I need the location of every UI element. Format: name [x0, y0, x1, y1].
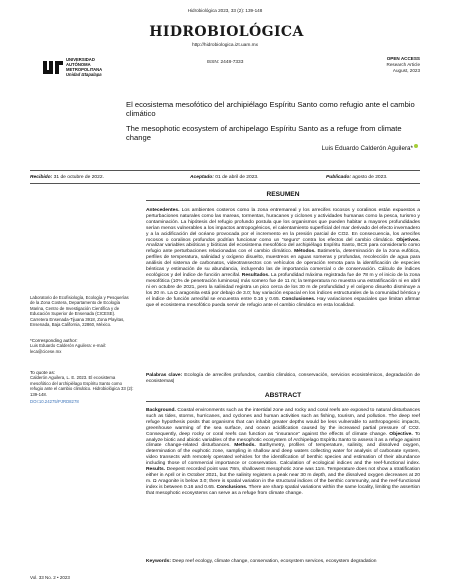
published-label: Publicado: — [326, 175, 351, 180]
journal-issn: ISSN: 2448-7333 — [206, 60, 244, 65]
citation-line: Hidrobiológica 2023, 33 (2): 139-148 — [187, 8, 263, 13]
abstract-background-text: Coastal environments such as the intertidal zone and rocky and coral reefs are exposed to natural disturbances such as tides, storms, hurricanes, and cyclones and human activities such as fishing, tourism, and pollution. The deep reef refuge hypothesis posits that organisms that can inhabit greater depths would be less vulnerable to anthropogenic impacts, greenhouse warming of the sea surface, and ocean acidification caused by the increased partial pressure of CO2. Consequently, deep rocky or coral reefs can function as “insurance” against the effects of climate change. — [146, 408, 420, 437]
abstract-body — [146, 408, 420, 497]
accepted-date — [190, 175, 259, 180]
keywords-label: Keywords: — [146, 559, 172, 564]
abstract-methods-text: Bathymetry, profiles of temperature, salinity, and dissolved oxygen, determination of the euphotic zone, sampling in shallow and deep waters collecting water for analysis of carbonate system, video transects with remotely operated vehicles for the identification of benthic species and estimation of their abundance including those of commercial importance or conservation. Calculation of ecological indices and the reef-functional index. — [146, 443, 420, 467]
keywords — [146, 559, 420, 565]
received-date — [30, 175, 104, 180]
corresponding-author — [30, 338, 134, 354]
abstract-divider — [146, 401, 420, 402]
abstract-results-label: Results. — [146, 467, 166, 473]
university-line-2: AUTÓNOMA — [66, 62, 91, 68]
received-label: Recibido: — [30, 175, 53, 180]
cite-text: Calderón Aguilera, L. E. 2023. El ecosistema mesofótico del archipiélago Espíritu Santo como refugio ante el cambio climático. Hidrobiológica 33 (2): 139-148. — [30, 375, 134, 397]
author-line — [300, 144, 418, 152]
abstract-methods-label: Methods. — [234, 443, 256, 449]
footer-volume: Vol. 33 No. 2 • 2023 — [30, 575, 70, 580]
published-value: agosto de 2023. — [352, 175, 388, 180]
citation-suggestion — [30, 370, 134, 404]
university-line-3: METROPOLITANA — [66, 67, 103, 73]
accepted-label: Aceptado: — [190, 175, 214, 180]
resumen-body — [146, 208, 420, 308]
resumen-results-label: Resultados. — [241, 272, 270, 278]
resumen-background-label: Antecedentes. — [146, 208, 180, 213]
resumen-results-text: La profundidad máxima registrada fue de 78 m y el inicio de la zona mesofótica (10% de penetración luminosa) más somero fue de 11 m; la temperatura no muestra una estratificación ni en abril ni en octubre de 2021, pero la salinidad registra un pico cerca de los 30 m de profundidad y el oxígeno disuelto disminuye a los 20 m. La Ω aragonita está por debajo de 3.0; hay variación espacial en los índices estructurales de la comunidad béntica y el índice de función arrecifal se encuentra entre 0.16 y 0.65. — [146, 272, 421, 302]
journal-title — [149, 24, 304, 40]
cite-label: To quote as: — [30, 370, 56, 375]
journal-name: HIDROBIOLÓGICA — [149, 24, 304, 40]
author-name: Luis Eduardo Calderón Aguilera — [321, 145, 411, 152]
resumen-conclusions-label: Conclusiones. — [281, 296, 316, 302]
received-value: 31 de octubre de 2022. — [53, 175, 104, 180]
abstract-heading: ABSTRACT — [264, 392, 302, 399]
journal-masthead — [149, 24, 304, 65]
open-access-label: OPEN ACCESS — [386, 56, 420, 61]
title-english: The mesophotic ecosystem of archipelago Espíritu Santo as a refuge from climate change — [126, 124, 402, 142]
resumen-objectives-label: Objetivos. — [396, 237, 420, 243]
university-name — [66, 57, 114, 77]
published-date — [326, 175, 387, 180]
abstract-conclusions-label: Conclusions. — [216, 484, 248, 490]
affiliation: Laboratorio de Ecofisiología, Ecología y Pesquerías de la Zona Costera, Departamento de Ecología Marina, Centro de Investigación Científica y de Educación Superior de Ensenada (CICESE). Carretera Ensenada-Tijuana 3918, Zona Playitas, Ensenada, Baja California, 22860, México. — [30, 295, 129, 328]
resumen-methods-text: Batimetría, determinación de la zona eufótica, perfiles de temperatura, salinidad y oxígeno disuelto, muestreos en aguas someras y profundas, recolección de agua para análisis del sistema de carbonatos, videotransectos con vehículos de operación remota para la identificación de especies bénticas y estimación de su abundancia, incluyendo las de importancia comercial o de conservación. Cálculo de índices ecológicos y del índice de función arrecifal. — [146, 249, 420, 278]
article-type: Research Article — [386, 62, 420, 67]
palabras-clave-label: Palabras clave: — [146, 373, 183, 378]
palabras-clave — [146, 373, 420, 385]
corresponding-text: Luis Eduardo Calderón Aguilera: e-mail: leca@cicese.mx — [30, 343, 106, 354]
orcid-icon[interactable] — [414, 144, 418, 148]
resumen-heading: RESUMEN — [266, 191, 300, 198]
resumen-conclusions-text: Hay variaciones espaciales que limitan afirmar que el ecosistema mesofótico pueda servir de refugio ante el cambio climático en esta localidad. — [146, 296, 420, 308]
university-logo — [42, 57, 112, 87]
university-line-4: Unidad Iztapalapa — [66, 72, 102, 78]
keywords-text: Deep reef ecology, climate change, conservation, ecosystem services, ecosystem degradation — [171, 559, 377, 564]
journal-url-link[interactable]: http://hidrobiologica.izt.uam.mx — [191, 43, 259, 48]
issue-date: August, 2023 — [392, 68, 420, 73]
accepted-value: 01 de abril de 2023. — [215, 175, 259, 180]
palabras-clave-text: Ecología de arrecifes profundos, cambio climático, conservación, servicios ecosistémicos, degradación de ecosistemas| — [146, 373, 420, 384]
abstract-objective-text: To analyze biotic and abiotic variables of the mesophotic ecosystem of Archipelago Espíritu Santo to assess it as a refuge against climate change-related disturbances. — [146, 431, 420, 449]
title-spanish: El ecosistema mesofótico del archipiélago Espíritu Santo como refugio ante el cambio climático — [126, 100, 415, 118]
uam-logo-icon — [42, 59, 64, 77]
doi-link[interactable]: DOI:10.24275/PJRD8278 — [30, 399, 79, 405]
corresponding-label: *Corresponding author: — [30, 338, 78, 343]
resumen-divider — [146, 200, 420, 201]
resumen-methods-label: Métodos. — [294, 249, 316, 255]
university-line-1: UNIVERSIDAD — [66, 57, 95, 62]
abstract-results-text: Deepest recorded point was 78m, shallowest mesophotic zone was 11m. Temperature does not show a stratification either in April or in October 2021, but the salinity registers a peak near 30 m depth, and the dissolved oxygen decreases at 20 m. Ω Aragonite is below 3.0; there is spatial variation in the structural indices of the benthic community, and the reef-functional index is between 0.16 and 0.65. — [146, 467, 420, 490]
resumen-background-text: Los ambientes costeros como la zona entremareal y los arrecifes rocosos y coralinos están expuestos a perturbaciones naturales como las mareas, tormentas, huracanes y ciclones y actividades humanas como la pesca, turismo y contaminación. La hipótesis del refugio profundo postula que los organismos que pueden habitar a mayores profundidades serían menos vulnerables a los impactos antropogénicos, el calentamiento superficial del mar derivado del efecto invernadero y a la acidificación del océano provocada por el incremento en la presión parcial de CO2. En consecuencia, los arrecifes rocosos o coralinos profundos podrían funcionar como un “seguro” contra los efectos del cambio climático. — [146, 208, 420, 243]
dates-bar — [30, 170, 420, 184]
abstract-objective-label: Objective. — [389, 431, 413, 437]
article-meta — [360, 56, 420, 74]
abstract-background-label: Background. — [146, 408, 176, 413]
resumen-objectives-text: Analizar variables abióticas y bióticas del ecosistema mesofótico del archipiélago Espíritu Santo, BCS para considerarlo como refugio ante perturbaciones relacionadas con el cambio climático. — [146, 243, 420, 255]
abstract-conclusions-text: There are sharp spatial variations within the same locality, limiting the assertion that mesophotic ecosystems can serve as a refuge from climate change. — [146, 484, 420, 496]
author-asterisk: * — [410, 145, 413, 152]
